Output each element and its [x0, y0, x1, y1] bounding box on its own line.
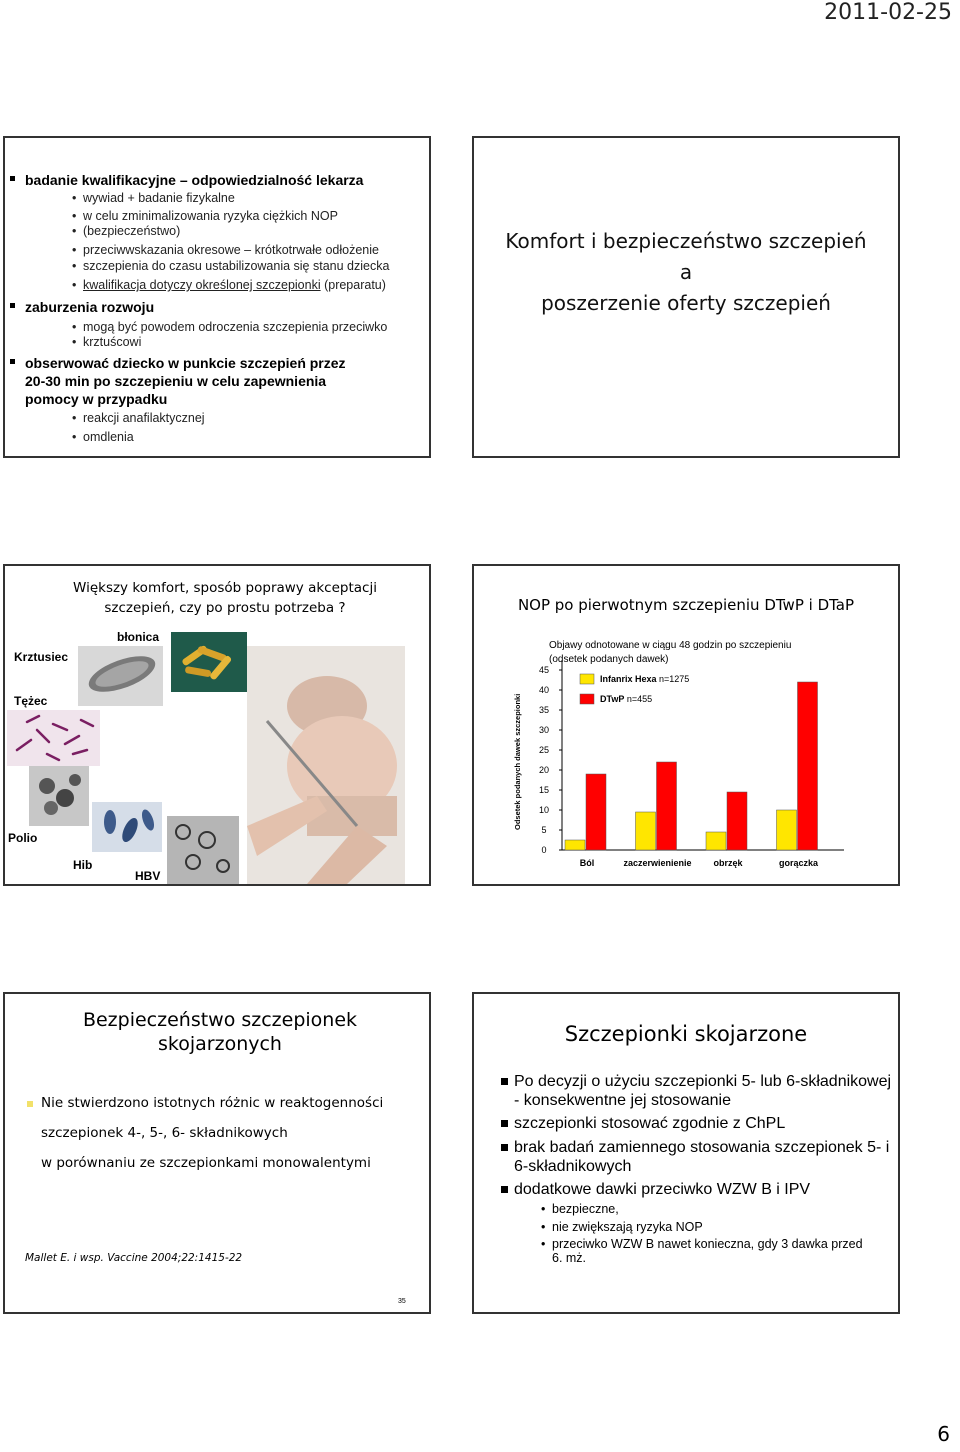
y-tick-label: 25	[538, 745, 550, 755]
body-line: Nie stwierdzono istotnych różnic w reaktogenności	[41, 1095, 384, 1111]
y-tick-label: 10	[538, 805, 550, 815]
bullet-l1: brak badań zamiennego stosowania szczepionek 5- i 6-składnikowych	[514, 1138, 894, 1176]
adverse-events-chart	[474, 566, 898, 884]
bullet-l2: • omdlenia	[83, 430, 134, 445]
infant-vaccination-photo	[247, 646, 405, 884]
bullet-l1: zaburzenia rozwoju	[25, 298, 154, 316]
slide-title: Bezpieczeństwo szczepionek skojarzonych	[82, 1009, 358, 1055]
bar	[706, 832, 726, 850]
bullet-l1: dodatkowe dawki przeciwko WZW B i IPV	[514, 1180, 894, 1199]
chart-title: Objawy odnotowane w ciągu 48 godzin po szczepieniu	[549, 640, 792, 651]
krztusiec-image	[78, 646, 163, 706]
y-tick-label: 15	[538, 785, 550, 795]
bullet-l1-cont: 20-30 min po szczepieniu w celu zapewnienia	[25, 373, 327, 389]
label-tezec: Tężec	[14, 694, 48, 708]
y-axis-label: Odsetek podanych dawek szczepionki	[513, 693, 522, 830]
label-krztusiec: Krztusiec	[14, 650, 69, 664]
slide-qualification	[3, 136, 431, 458]
legend-swatch	[580, 674, 594, 684]
y-tick-label: 30	[538, 725, 550, 735]
y-tick-label: 35	[538, 705, 550, 715]
bullet-l2: • wywiad + badanie fizykalne	[83, 191, 235, 206]
bullet-l2: • bezpieczne,	[552, 1202, 872, 1216]
bar	[586, 774, 606, 850]
x-tick-label: obrzęk	[713, 858, 743, 868]
hib-image	[92, 802, 162, 852]
bullet-square-icon	[27, 1101, 33, 1107]
bullet-l2-cont: • szczepienia do czasu ustabilizowania się stanu dziecka	[83, 259, 389, 274]
slide-pathogens	[3, 564, 431, 886]
slide-title: Szczepionki skojarzone	[564, 1022, 808, 1046]
bullet-l1: Po decyzji o użyciu szczepionki 5- lub 6-składnikowej - konsekwentne jej stosowanie	[514, 1072, 894, 1110]
body-line: szczepionek 4-, 5-, 6- składnikowych	[41, 1125, 288, 1141]
label-polio: Polio	[8, 831, 38, 845]
slide-title: NOP po pierwotnym szczepieniu DTwP i DTaP	[517, 596, 855, 614]
bullet-l2-cont: • (bezpieczeństwo)	[83, 224, 180, 239]
slide-title: Większy komfort, sposób poprawy akceptacji szczepień, czy po prostu potrzeba ?	[73, 580, 377, 616]
x-tick-label: zaczerwienienie	[623, 858, 692, 868]
bullet-l2: • przeciwwskazania okresowe – krótkotrwałe odłożenie	[83, 243, 379, 258]
slide-combined-vaccines	[472, 992, 900, 1314]
document-date: 2011-02-25	[824, 0, 952, 25]
x-tick-label: Ból	[579, 858, 595, 868]
bar	[657, 762, 677, 850]
hbv-image	[167, 816, 239, 886]
y-tick-label: 5	[541, 825, 547, 835]
bar	[798, 682, 818, 850]
bullet-l2-cont: • krztuścowi	[83, 335, 141, 350]
y-tick-label: 40	[538, 685, 550, 695]
body-line: w porównaniu ze szczepionkami monowalentymi	[41, 1155, 371, 1171]
bullet-l2: • reakcji anafilaktycznej	[83, 411, 205, 426]
bullet-l2: • przeciwko WZW B nawet konieczna, gdy 3 dawka przed 6. mż.	[552, 1237, 872, 1265]
polio-image	[29, 766, 89, 826]
legend-entry: Infanrix Hexa n=1275	[600, 674, 690, 684]
slide-number: 35	[398, 1298, 406, 1305]
label-blonica: błonica	[117, 630, 160, 644]
bullet-l1: obserwować dziecko w punkcie szczepień przez	[25, 354, 346, 372]
legend-entry: DTwP n=455	[600, 694, 653, 704]
bar	[565, 840, 585, 850]
legend-swatch	[580, 694, 594, 704]
reference: Mallet E. i wsp. Vaccine 2004;22:1415-22	[25, 1252, 243, 1264]
chart-title: (odsetek podanych dawek)	[549, 654, 669, 665]
slide-nop-chart	[472, 564, 900, 886]
page-number: 6	[937, 1422, 950, 1446]
bullet-l2: • w celu zminimalizowania ryzyka ciężkich NOP	[83, 209, 338, 224]
bullet-l2: • kwalifikacja dotyczy określonej szczepionki (preparatu)	[83, 278, 386, 293]
bullet-l2: • mogą być powodem odroczenia szczepienia przeciwko	[83, 320, 387, 335]
x-tick-label: gorączka	[778, 858, 819, 868]
y-tick-label: 45	[538, 665, 550, 675]
bullet-l1: szczepionki stosować zgodnie z ChPL	[514, 1114, 894, 1133]
slide-title: Komfort i bezpieczeństwo szczepień a poszerzenie oferty szczepień	[505, 229, 867, 315]
label-hib: Hib	[73, 858, 93, 872]
bullet-l1: badanie kwalifikacyjne – odpowiedzialność lekarza	[25, 171, 363, 189]
tezec-image	[7, 710, 100, 766]
y-tick-label: 20	[538, 765, 550, 775]
bullet-l2: • nie zwiększają ryzyka NOP	[552, 1220, 872, 1234]
bar	[636, 812, 656, 850]
bar	[777, 810, 797, 850]
slide-comfort-title	[472, 136, 900, 458]
label-hbv: HBV	[135, 869, 161, 883]
blonica-image	[171, 632, 247, 692]
y-tick-label: 0	[541, 845, 547, 855]
slide-combined-safety	[3, 992, 431, 1314]
bullet-l1-cont: pomocy w przypadku	[25, 391, 168, 407]
bar	[727, 792, 747, 850]
